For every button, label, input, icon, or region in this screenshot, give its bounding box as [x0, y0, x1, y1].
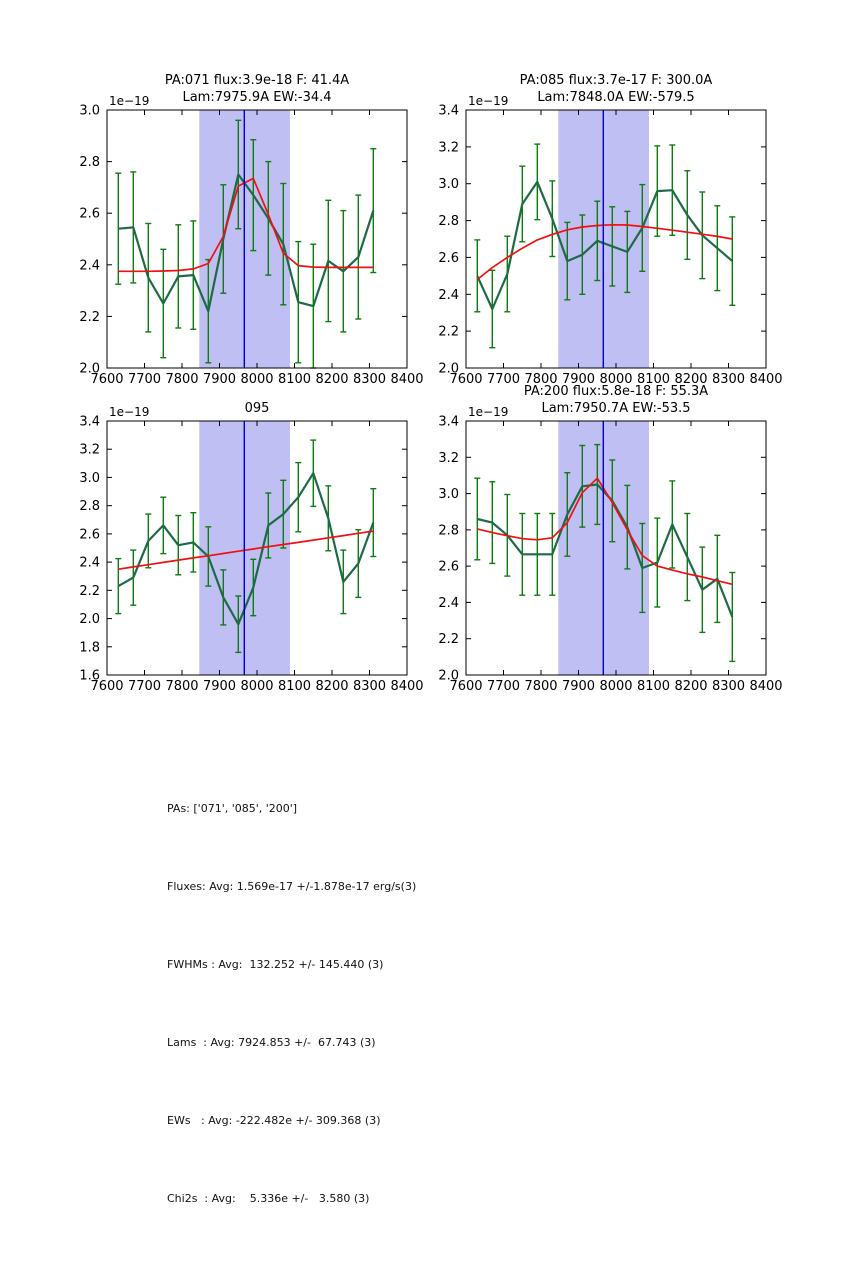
title-line-1: PA:071 flux:3.9e-18 F: 41.4A [164, 73, 350, 88]
y-tick-label: 2.0 [438, 668, 459, 684]
title-line-2: Lam:7848.0A EW:-579.5 [537, 90, 695, 105]
y-tick-label: 2.6 [438, 559, 459, 575]
y-tick-label: 2.8 [79, 155, 100, 171]
x-tick-label: 7900 [561, 372, 596, 387]
x-tick-label: 8100 [277, 679, 312, 694]
x-tick-label: 7600 [90, 679, 124, 694]
y-tick-label: 2.8 [438, 523, 459, 539]
y-tick-label: 2.4 [438, 595, 459, 611]
x-tick-label: 8000 [240, 679, 274, 694]
x-tick-label: 7700 [127, 679, 162, 694]
y-tick-label: 2.4 [438, 287, 459, 303]
x-tick-label: 8100 [636, 372, 671, 387]
y-tick-label: 2.8 [79, 499, 100, 515]
stats-line-ews: EWs : Avg: -222.482e +/- 309.368 (3) [167, 1114, 381, 1127]
summary-stats-block [167, 744, 416, 1264]
title-line-2: Lam:7975.9A EW:-34.4 [182, 90, 332, 105]
y-tick-label: 3.0 [79, 103, 100, 119]
stats-line-fluxes: Fluxes: Avg: 1.569e-17 +/-1.878e-17 erg/s(3) [167, 880, 417, 893]
y-tick-label: 2.0 [79, 361, 100, 377]
x-tick-label: 8300 [352, 372, 387, 387]
y-tick-label: 3.0 [438, 487, 459, 503]
x-tick-label: 7700 [127, 372, 162, 387]
title-line-2: Lam:7950.7A EW:-53.5 [541, 401, 691, 416]
subplot-title-pa071 [107, 72, 407, 106]
y-tick-label: 3.0 [438, 177, 459, 193]
x-tick-label: 8300 [711, 372, 746, 387]
y-tick-label: 3.4 [438, 103, 459, 119]
x-tick-label: 7600 [449, 679, 483, 694]
y-axis-offset-label: 1e−19 [109, 405, 150, 419]
x-tick-label: 8300 [711, 679, 746, 694]
x-tick-label: 7600 [90, 372, 124, 387]
y-tick-label: 2.6 [79, 527, 100, 543]
y-tick-label: 2.0 [438, 361, 459, 377]
x-tick-label: 8400 [749, 679, 783, 694]
x-tick-label: 8200 [315, 679, 349, 694]
x-tick-label: 8300 [352, 679, 387, 694]
x-tick-label: 8100 [277, 372, 312, 387]
x-tick-label: 7800 [524, 372, 558, 387]
y-tick-label: 2.4 [79, 555, 100, 571]
subplot-pa200 [438, 405, 782, 694]
x-tick-label: 8400 [390, 679, 424, 694]
y-tick-label: 2.6 [438, 250, 459, 266]
x-tick-label: 8400 [390, 372, 424, 387]
x-tick-label: 7800 [165, 372, 199, 387]
y-tick-label: 1.6 [79, 668, 100, 684]
y-tick-label: 3.2 [438, 450, 459, 466]
y-tick-label: 3.0 [79, 470, 100, 486]
x-tick-label: 8000 [599, 679, 633, 694]
subplot-title-pa085 [466, 72, 766, 106]
stats-line-chi2s: Chi2s : Avg: 5.336e +/- 3.580 (3) [167, 1192, 370, 1205]
x-tick-label: 8200 [674, 372, 708, 387]
y-axis-offset-label: 1e−19 [468, 94, 509, 108]
y-tick-label: 2.6 [79, 206, 100, 222]
y-axis-offset-label: 1e−19 [468, 405, 509, 419]
y-tick-label: 2.2 [79, 583, 100, 599]
x-tick-label: 8000 [240, 372, 274, 387]
y-tick-label: 2.8 [438, 214, 459, 230]
x-tick-label: 8200 [674, 679, 708, 694]
x-tick-label: 7900 [202, 679, 237, 694]
x-tick-label: 7600 [449, 372, 483, 387]
title-line-2: 095 [244, 401, 270, 416]
x-tick-label: 7900 [202, 372, 237, 387]
stats-line-pas: PAs: ['071', '085', '200'] [167, 802, 298, 815]
x-tick-label: 8100 [636, 679, 671, 694]
stats-line-lams: Lams : Avg: 7924.853 +/- 67.743 (3) [167, 1036, 376, 1049]
subplot-pa071 [79, 94, 423, 387]
title-line-1: PA:200 flux:5.8e-18 F: 55.3A [523, 384, 709, 399]
x-tick-label: 8200 [315, 372, 349, 387]
x-tick-label: 8000 [599, 372, 633, 387]
subplot-title-095 [107, 400, 407, 417]
x-tick-label: 7800 [524, 679, 558, 694]
x-tick-label: 8400 [749, 372, 783, 387]
y-tick-label: 2.0 [79, 612, 100, 628]
y-tick-label: 3.2 [438, 140, 459, 156]
x-tick-label: 7700 [486, 679, 521, 694]
y-tick-label: 3.4 [79, 414, 100, 430]
y-tick-label: 3.2 [79, 442, 100, 458]
y-tick-label: 2.2 [79, 309, 100, 325]
y-tick-label: 2.4 [79, 258, 100, 274]
subplot-title-pa200 [466, 383, 766, 417]
title-line-1: PA:085 flux:3.7e-17 F: 300.0A [519, 73, 713, 88]
stats-line-fwhms: FWHMs : Avg: 132.252 +/- 145.440 (3) [167, 958, 384, 971]
y-axis-offset-label: 1e−19 [109, 94, 150, 108]
subplot-095 [79, 405, 423, 694]
subplot-pa085 [438, 94, 782, 387]
y-tick-label: 2.2 [438, 632, 459, 648]
y-tick-label: 3.4 [438, 414, 459, 430]
y-tick-label: 2.2 [438, 324, 459, 340]
y-tick-label: 1.8 [79, 640, 100, 656]
x-tick-label: 7800 [165, 679, 199, 694]
x-tick-label: 7900 [561, 679, 596, 694]
x-tick-label: 7700 [486, 372, 521, 387]
